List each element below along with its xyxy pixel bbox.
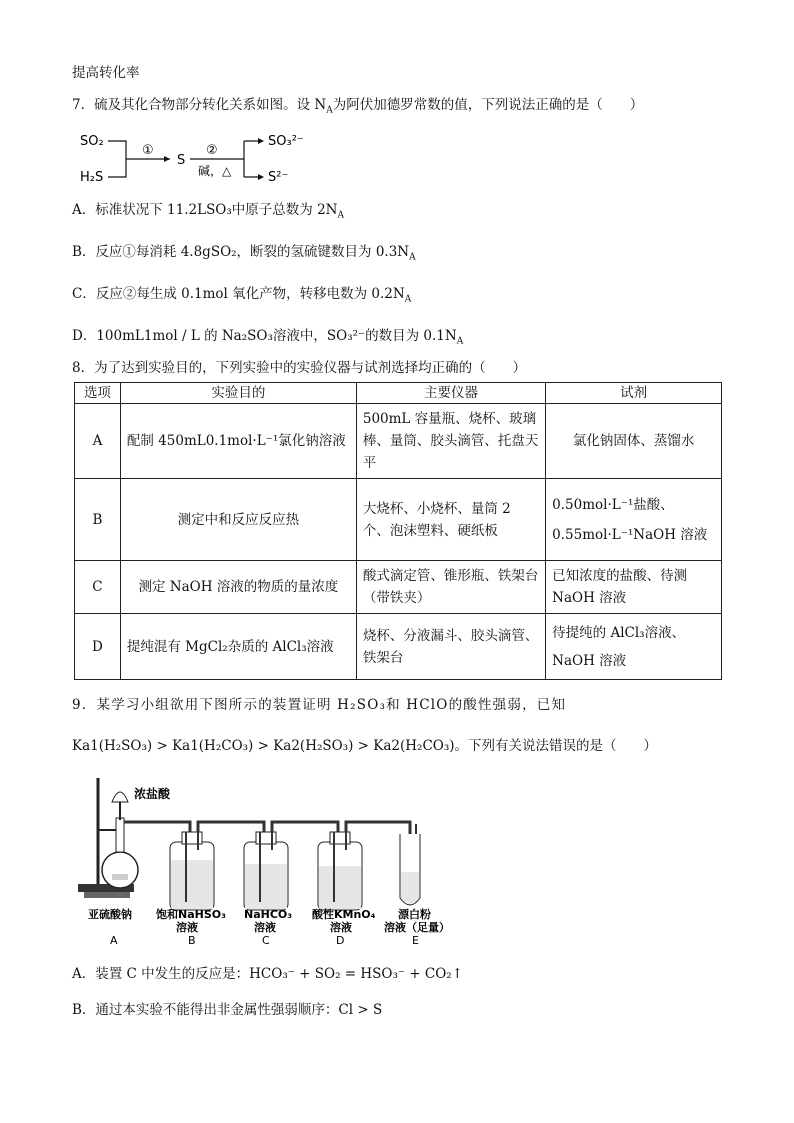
label-a: 亚硫酸钠 (88, 908, 132, 921)
q7-option-a-text: A．标准状况下 11.2LSO₃中原子总数为 2N (72, 202, 338, 218)
letter-b: B (188, 934, 196, 947)
q7-option-b-text: B．反应①每消耗 4.8gSO₂，断裂的氢硫键数目为 0.3N (72, 244, 410, 260)
label-c: NaHCO₃ 溶液 (244, 908, 293, 934)
apparatus-diagram (74, 772, 454, 948)
row-apparatus: 500mL 容量瓶、烧杯、玻璃棒、量筒、胶头滴管、托盘天平 (356, 404, 545, 479)
reactant-so2: SO₂ (80, 134, 104, 149)
row-option: D (75, 614, 121, 680)
table-row (75, 479, 722, 561)
q7-option-a-sub: A (337, 210, 344, 221)
test-tube-e (400, 824, 420, 905)
row-apparatus: 烧杯、分液漏斗、胶头滴管、铁架台 (356, 614, 545, 680)
row-option: C (75, 561, 121, 614)
q7-stem (72, 95, 643, 121)
header-purpose: 实验目的 (120, 383, 356, 404)
letter-e: E (412, 934, 419, 947)
row-reagent: 已知浓度的盐酸、待测 NaOH 溶液 (546, 561, 722, 614)
q7-option-c-text: C．反应②每生成 0.1mol 氧化产物，转移电数为 0.2N (72, 286, 405, 302)
bottle-c (244, 832, 288, 910)
q7-option-c-sub: A (404, 294, 412, 305)
row-purpose: 配制 450mL0.1mol·L⁻¹氯化钠溶液 (120, 404, 356, 479)
q7-option-c (72, 284, 411, 310)
letter-c: C (262, 934, 270, 947)
reactant-h2s: H₂S (80, 170, 104, 185)
previous-question-tail: 提高转化率 (72, 65, 140, 81)
header-option: 选项 (75, 383, 121, 404)
row-apparatus: 酸式滴定管、锥形瓶、铁架台（带铁夹） (356, 561, 545, 614)
label-b: 饱和NaHSO₃ 溶液 (156, 908, 226, 934)
q9-stem: 9．某学习小组欲用下图所示的装置证明 H₂SO₃和 HClO的酸性强弱，已知 (72, 697, 567, 713)
q9-constants: Ka1(H₂SO₃) > Ka1(H₂CO₃) > Ka2(H₂SO₃) > Ka2(H₂CO₃)。下列有关说法错误的是（ ） (72, 738, 658, 754)
middle-sulfur: S (177, 153, 186, 168)
q8-stem: 8．为了达到实验目的，下列实验中的实验仪器与试剂选择均正确的（ ） (72, 360, 527, 376)
bottle-d (318, 832, 362, 910)
q7-stem-sub: A (326, 105, 333, 116)
q9-option-a: A．装置 C 中发生的反应是：HCO₃⁻ + SO₂ = HSO₃⁻ + CO₂↑ (72, 966, 464, 982)
product-sulfite: SO₃²⁻ (268, 134, 304, 149)
row-reagent: 0.50mol·L⁻¹盐酸、0.55mol·L⁻¹NaOH 溶液 (546, 479, 722, 561)
q7-option-a (72, 200, 344, 226)
q7-option-b (72, 242, 416, 268)
table-row (75, 561, 722, 614)
header-reagent: 试剂 (546, 383, 722, 404)
bottle-b (170, 832, 214, 910)
stand-foot (84, 892, 130, 898)
q7-stem-tail: 为阿伏加德罗常数的值，下列说法正确的是（ ） (332, 97, 644, 113)
funnel-label: 浓盐酸 (134, 787, 171, 801)
row-option: A (75, 404, 121, 479)
row-purpose: 提纯混有 MgCl₂杂质的 AlCl₃溶液 (120, 614, 356, 680)
product-sulfide: S²⁻ (268, 170, 289, 185)
q9-option-b: B．通过本实验不能得出非金属性强弱顺序：Cl > S (72, 1002, 383, 1018)
row-reagent: 氯化钠固体、蒸馏水 (546, 404, 722, 479)
q7-option-d (72, 326, 463, 352)
step2-condition: 碱，△ (198, 164, 232, 178)
step2-label: ② (206, 143, 218, 158)
row-purpose: 测定中和反应反应热 (120, 479, 356, 561)
sulfur-conversion-diagram (74, 127, 314, 187)
step1-label: ① (142, 143, 154, 158)
q7-stem-text: 7．硫及其化合物部分转化关系如图。设 N (72, 97, 327, 113)
table-row (75, 404, 722, 479)
table-row (75, 614, 722, 680)
label-e: 漂白粉溶液（足量） (384, 908, 450, 934)
label-d: 酸性KMnO₄ 溶液 (312, 908, 376, 934)
row-apparatus: 大烧杯、小烧杯、量筒 2 个、泡沫塑料、硬纸板 (356, 479, 545, 561)
letter-d: D (336, 934, 345, 947)
table-header-row (75, 383, 722, 404)
header-apparatus: 主要仪器 (356, 383, 545, 404)
q7-option-b-sub: A (409, 252, 416, 263)
q8-experiment-table (74, 382, 722, 680)
row-option: B (75, 479, 121, 561)
dropping-funnel (112, 792, 128, 802)
q7-option-d-sub: A (456, 336, 464, 347)
letter-a: A (110, 934, 118, 947)
flask-a (102, 852, 138, 888)
row-purpose: 测定 NaOH 溶液的物质的量浓度 (120, 561, 356, 614)
q7-option-d-text: D．100mL1mol / L 的 Na₂SO₃溶液中，SO₃²⁻的数目为 0.1N (72, 328, 457, 344)
row-reagent: 待提纯的 AlCl₃溶液、NaOH 溶液 (546, 614, 722, 680)
